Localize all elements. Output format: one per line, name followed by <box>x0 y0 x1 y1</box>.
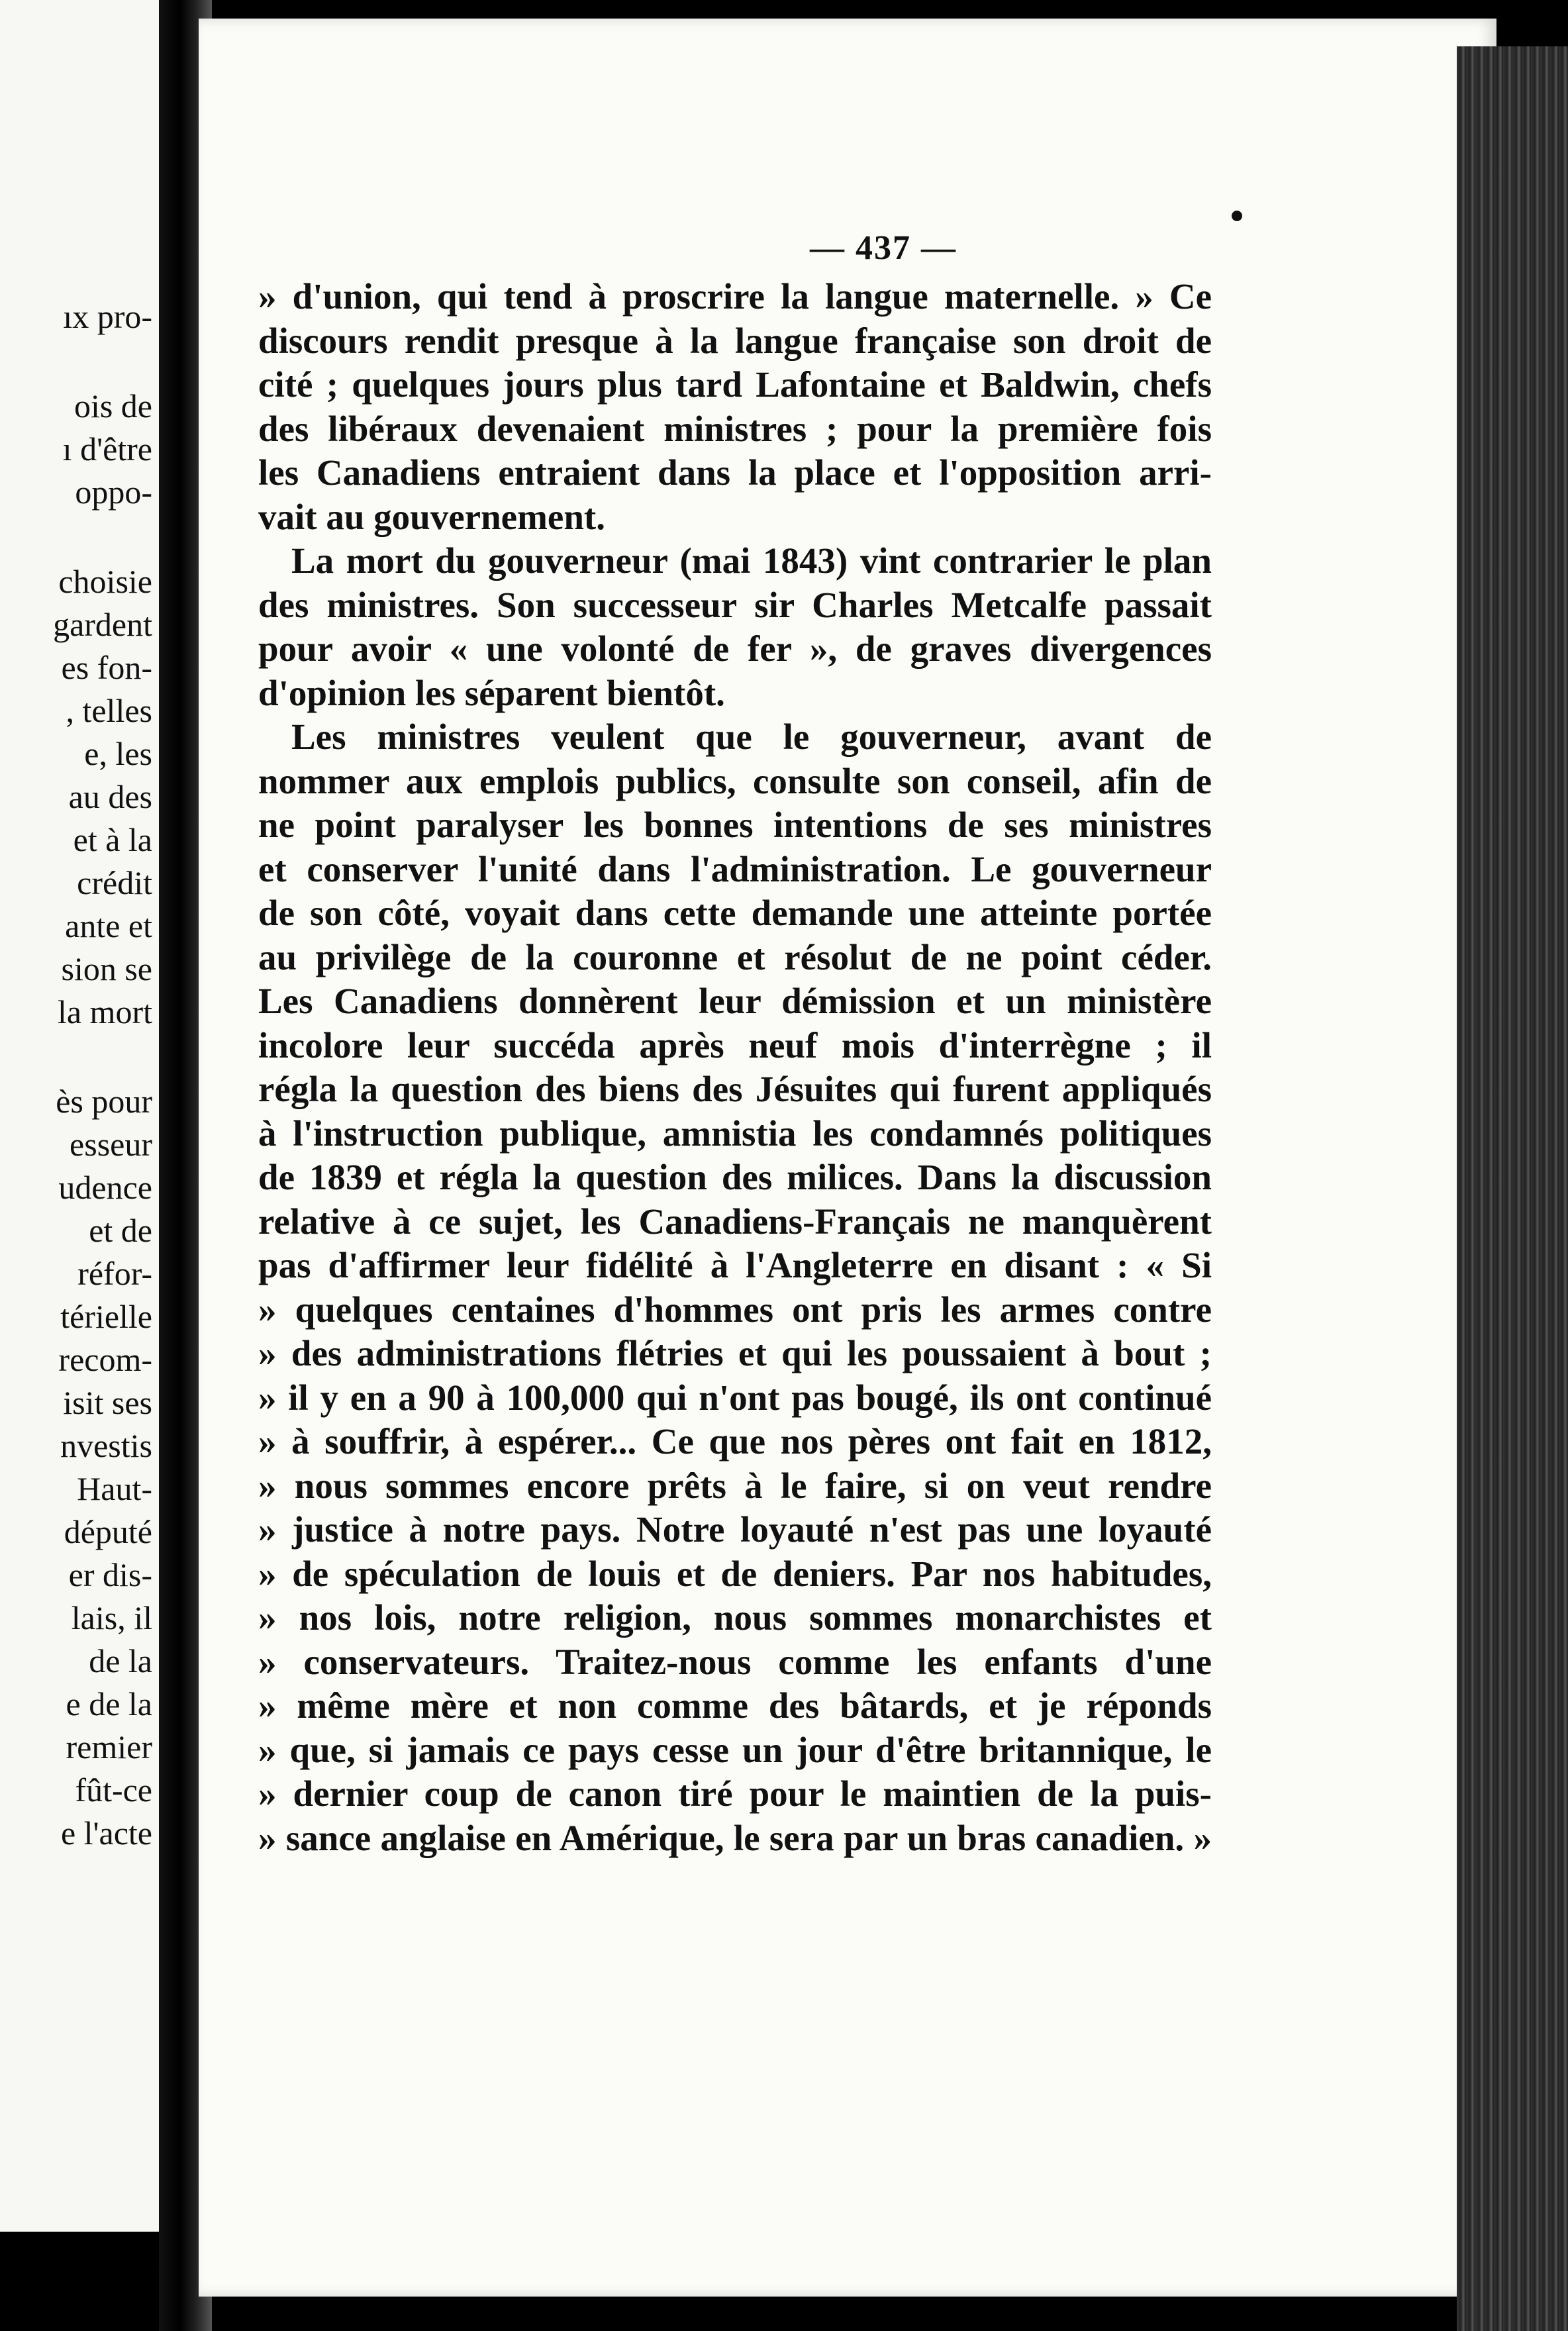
body-text <box>258 275 1212 1860</box>
text-line: à l'instruction publique, amnistia les condamnés politiques <box>258 1113 1212 1154</box>
text-line: La mort du gouverneur (mai 1843) vint contrarier le plan <box>291 540 1212 581</box>
left-page-line: au des <box>68 778 152 815</box>
left-page-line: e de la <box>66 1685 152 1722</box>
left-page-line: remier <box>66 1728 152 1765</box>
left-page-line: député <box>64 1513 152 1550</box>
text-line: les Canadiens entraient dans la place et l'opposition arri- <box>258 452 1212 493</box>
text-line: régla la question des biens des Jésuites qui furent appliqués <box>258 1069 1212 1109</box>
text-line: de 1839 et régla la question des milices. Dans la discussion <box>258 1157 1212 1197</box>
left-page-line: isit ses <box>63 1384 152 1421</box>
text-line: cité ; quelques jours plus tard Lafontaine et Baldwin, chefs <box>258 364 1212 405</box>
text-line: » que, si jamais ce pays cesse un jour d'être britannique, le <box>258 1729 1212 1770</box>
text-line: » de spéculation de louis et de deniers. Par nos habitudes, <box>258 1553 1212 1594</box>
left-page-line: gardent <box>53 606 152 643</box>
left-page-line: de la <box>89 1642 152 1679</box>
text-line: » justice à notre pays. Notre loyauté n'est pas une loyauté <box>258 1509 1212 1550</box>
text-line: » même mère et non comme des bâtards, et je réponds <box>258 1685 1212 1726</box>
ink-dot <box>1232 211 1242 221</box>
left-page-line: , telles <box>66 692 152 729</box>
left-page-line: ıx pro- <box>63 298 152 335</box>
text-line: » nos lois, notre religion, nous sommes monarchistes et <box>258 1597 1212 1638</box>
text-line: » sance anglaise en Amérique, le sera par un bras canadien. » <box>258 1817 1212 1858</box>
text-line: nommer aux emplois publics, consulte son conseil, afin de <box>258 760 1212 801</box>
left-page-line: choisie <box>58 563 152 600</box>
text-line: » conservateurs. Traitez-nous comme les enfants d'une <box>258 1641 1212 1682</box>
left-page-line: la mort <box>57 993 152 1030</box>
left-page-line: crédit <box>77 864 152 901</box>
left-page-line: oppo- <box>75 473 152 511</box>
text-line: Les Canadiens donnèrent leur démission et un ministère <box>258 981 1212 1021</box>
text-line: » d'union, qui tend à proscrire la langue maternelle. » Ce <box>258 276 1212 317</box>
text-line: » il y en a 90 à 100,000 qui n'ont pas bougé, ils ont continué <box>258 1377 1212 1418</box>
text-line: discours rendit presque à la langue française son droit de <box>258 320 1212 361</box>
left-page-line: ès pour <box>56 1083 152 1120</box>
left-page-line: nvestis <box>60 1427 152 1464</box>
page-number: — 437 — <box>810 229 957 267</box>
left-page-line: ante et <box>65 907 152 944</box>
left-page-line: esseur <box>70 1126 152 1163</box>
text-line: au privilège de la couronne et résolut de ne point céder. <box>258 936 1212 977</box>
left-page-line: et de <box>89 1212 152 1249</box>
text-line: relative à ce sujet, les Canadiens-Français ne manquèrent <box>258 1201 1212 1242</box>
text-line: de son côté, voyait dans cette demande une atteinte portée <box>258 893 1212 933</box>
left-page-line: térielle <box>60 1298 152 1335</box>
left-page-line: e l'acte <box>60 1814 152 1852</box>
left-page-line: et à la <box>73 821 152 858</box>
text-line: des ministres. Son successeur sir Charles Metcalfe passait <box>258 584 1212 625</box>
text-line: Les ministres veulent que le gouverneur, avant de <box>291 717 1212 757</box>
text-line: » à souffrir, à espérer... Ce que nos pères ont fait en 1812, <box>258 1421 1212 1462</box>
text-line: » des administrations flétries et qui les poussaient à bout ; <box>258 1333 1212 1373</box>
left-page-line: ı d'être <box>62 430 152 468</box>
left-page-line: es fon- <box>61 649 152 686</box>
page-edges <box>1457 46 1568 2331</box>
text-line: d'opinion les séparent bientôt. <box>258 672 725 713</box>
text-line: pas d'affirmer leur fidélité à l'Angleterre en disant : « Si <box>258 1245 1212 1285</box>
text-line: ne point paralyser les bonnes intentions de ses ministres <box>258 805 1212 845</box>
left-page-line: udence <box>58 1169 152 1206</box>
text-line: des libéraux devenaient ministres ; pour la première fois <box>258 408 1212 449</box>
text-line: » quelques centaines d'hommes ont pris les armes contre <box>258 1289 1212 1330</box>
text-line: » dernier coup de canon tiré pour le maintien de la puis- <box>258 1773 1212 1814</box>
previous-page-fragment <box>0 0 159 2232</box>
left-page-line: Haut- <box>77 1470 152 1507</box>
left-page-line: réfor- <box>77 1255 152 1292</box>
left-page-line: sion se <box>61 950 152 987</box>
left-page-line: er dis- <box>68 1556 152 1593</box>
left-page-line: e, les <box>84 735 152 772</box>
text-line: » nous sommes encore prêts à le faire, si on veut rendre <box>258 1465 1212 1506</box>
text-line: pour avoir « une volonté de fer », de graves divergences <box>258 628 1212 669</box>
left-page-line: fût-ce <box>75 1771 152 1809</box>
text-line: vait au gouvernement. <box>258 496 605 537</box>
left-page-line: lais, il <box>71 1599 152 1636</box>
text-line: incolore leur succéda après neuf mois d'interrègne ; il <box>258 1024 1212 1066</box>
text-line: et conserver l'unité dans l'administration. Le gouverneur <box>258 848 1212 889</box>
left-page-line: ois de <box>74 387 152 424</box>
left-page-line: recom- <box>58 1341 152 1378</box>
